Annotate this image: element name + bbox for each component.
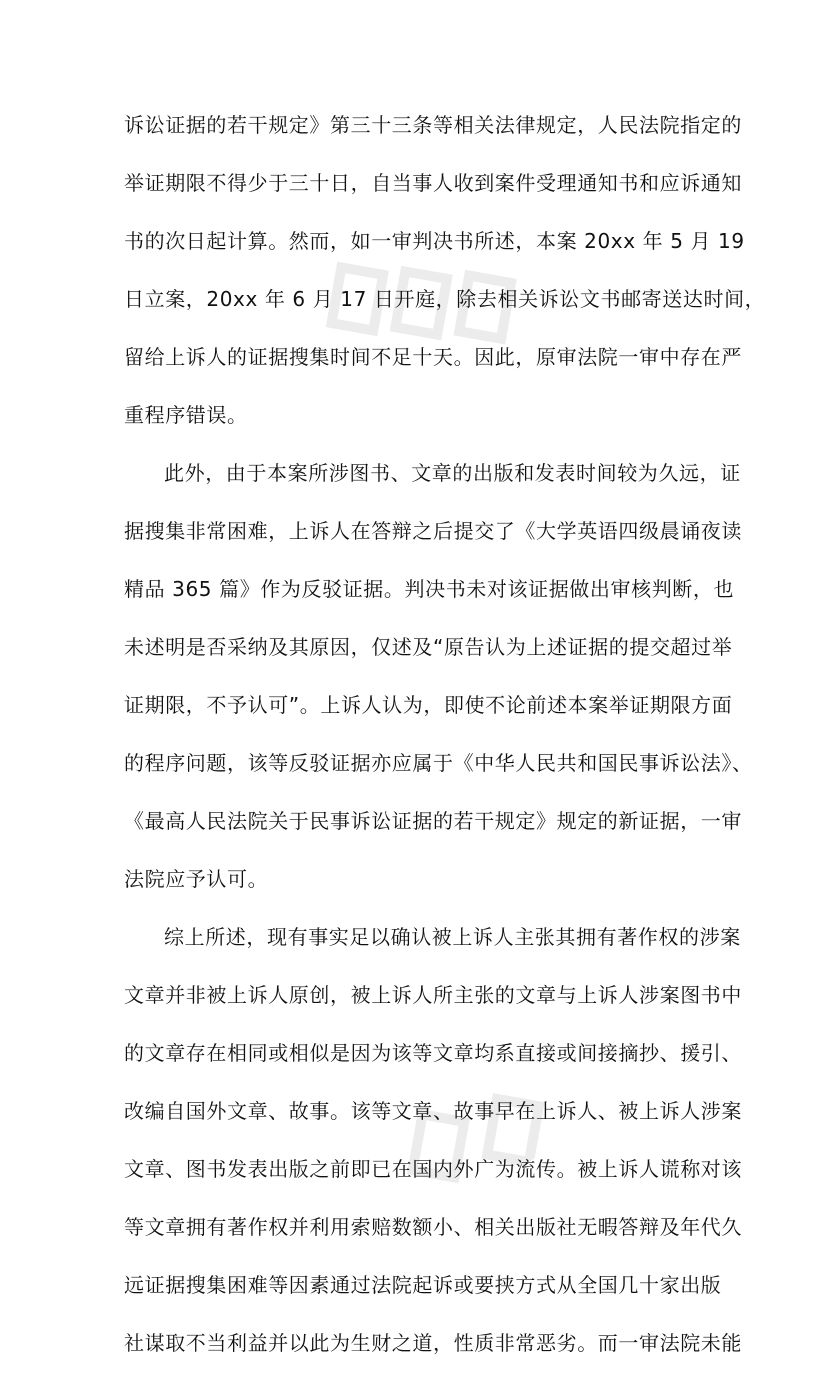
text-line: 精品 365 篇》作为反驳证据。判决书未对该证据做出审核判断，也 (124, 577, 735, 601)
text-line: 的程序问题，该等反驳证据亦应属于《中华人民共和国民事诉讼法》、 (124, 751, 753, 775)
text-line: 未述明是否采纳及其原因，仅述及“原告认为上述证据的提交超过举 (124, 635, 733, 659)
text-line: 重程序错误。 (124, 403, 248, 427)
text-line: 的文章存在相同或相似是因为该等文章均系直接或间接摘抄、援引、 (124, 1041, 742, 1065)
text-line: 文章并非被上诉人原创，被上诉人所主张的文章与上诉人涉案图书中 (124, 983, 742, 1007)
text-line: 综上所述，现有事实足以确认被上诉人主张其拥有著作权的涉案 (164, 925, 741, 949)
text-line: 书的次日起计算。然而，如一审判决书所述，本案 20xx 年 5 月 19 (124, 229, 745, 253)
text-line: 远证据搜集困难等因素通过法院起诉或要挟方式从全国几十家出版 (124, 1273, 722, 1297)
text-line: 此外，由于本案所涉图书、文章的出版和发表时间较为久远，证 (164, 461, 741, 485)
text-line: 《最高人民法院关于民事诉讼证据的若干规定》规定的新证据，一审 (124, 809, 742, 833)
text-line: 证期限，不予认可”。上诉人认为，即使不论前述本案举证期限方面 (124, 693, 733, 717)
text-line: 日立案，20xx 年 6 月 17 日开庭，除去相关诉讼文书邮寄送达时间， (124, 287, 766, 311)
text-line: 据搜集非常困难，上诉人在答辩之后提交了《大学英语四级晨诵夜读 (124, 519, 742, 543)
text-line: 社谋取不当利益并以此为生财之道，性质非常恶劣。而一审法院未能 (124, 1331, 742, 1355)
text-line: 法院应予认可。 (124, 867, 269, 891)
text-line: 留给上诉人的证据搜集时间不足十天。因此，原审法院一审中存在严 (124, 345, 742, 369)
document-body (124, 102, 766, 1378)
text-line: 文章、图书发表出版之前即已在国内外广为流传。被上诉人谎称对该 (124, 1157, 742, 1181)
text-line: 等文章拥有著作权并利用索赔数额小、相关出版社无暇答辩及年代久 (124, 1215, 742, 1239)
text-line: 改编自国外文章、故事。该等文章、故事早在上诉人、被上诉人涉案 (124, 1099, 742, 1123)
text-line: 诉讼证据的若干规定》第三十三条等相关法律规定，人民法院指定的 (124, 113, 742, 137)
text-line: 举证期限不得少于三十日，自当事人收到案件受理通知书和应诉通知 (124, 171, 742, 195)
